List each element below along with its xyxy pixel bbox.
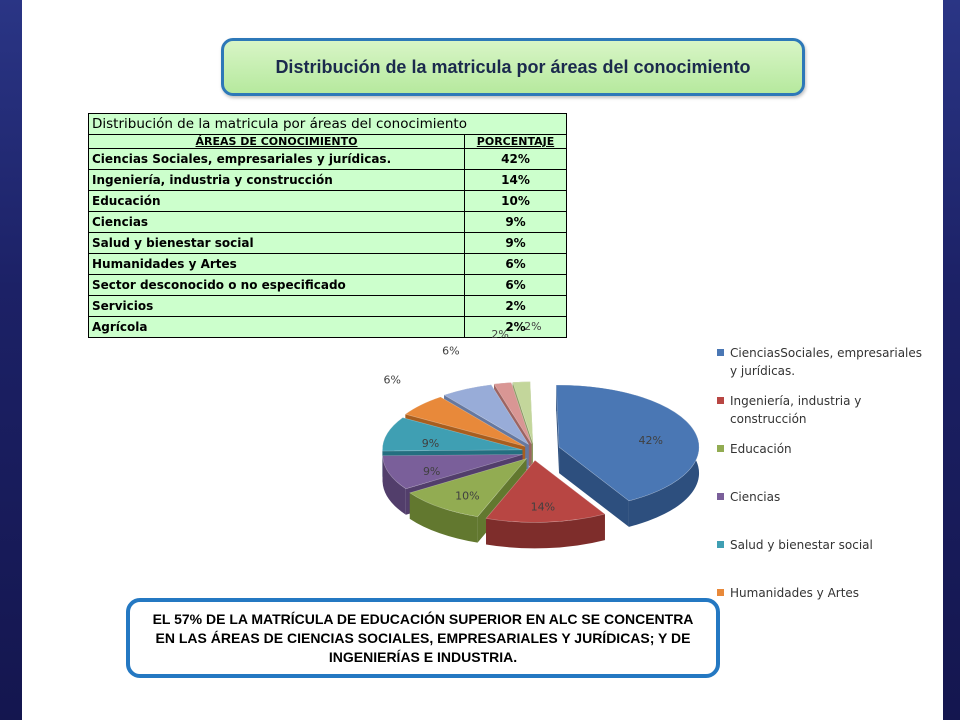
slide-title: Distribución de la matricula por áreas del conocimiento	[221, 38, 805, 96]
table-cell-pct: 9%	[465, 233, 567, 254]
legend-label: CienciasSociales, empresariales y jurídicas.	[730, 346, 923, 378]
table-cell-pct: 2%	[465, 296, 567, 317]
legend-swatch	[717, 445, 724, 452]
table-cell-pct: 42%	[465, 149, 567, 170]
pie-data-label: 14%	[530, 500, 556, 514]
legend-item	[717, 440, 927, 458]
table-cell-pct: 14%	[465, 170, 567, 191]
table-cell-area: Ciencias	[89, 212, 465, 233]
legend-item	[717, 536, 927, 554]
legend-item	[717, 344, 927, 380]
legend-swatch	[717, 349, 724, 356]
legend-label: Ingeniería, industria y construcción	[730, 394, 862, 426]
table-cell-pct: 9%	[465, 212, 567, 233]
summary-note: EL 57% DE LA MATRÍCULA DE EDUCACIÓN SUPERIOR EN ALC SE CONCENTRA EN LAS ÁREAS DE CIENCIAS SOCIALES, EMPRESARIALES Y JURÍDICAS; Y DE INGENIERÍAS E INDUSTRIA.	[126, 598, 720, 678]
pie-data-label: 6%	[383, 373, 401, 387]
legend-swatch	[717, 493, 724, 500]
table-cell-pct: 10%	[465, 191, 567, 212]
legend-swatch	[717, 397, 724, 404]
table-cell-area: Educación	[89, 191, 465, 212]
legend-item	[717, 584, 927, 602]
pie-data-label: 10%	[455, 489, 480, 503]
pie-data-label: 2%	[524, 320, 542, 334]
table-cell-pct: 6%	[465, 254, 567, 275]
legend-item	[717, 488, 927, 506]
legend-swatch	[717, 589, 724, 596]
table-cell-area: Salud y bienestar social	[89, 233, 465, 254]
table-cell-pct: 6%	[465, 275, 567, 296]
legend-swatch	[717, 541, 724, 548]
table-cell-area: Ingeniería, industria y construcción	[89, 170, 465, 191]
legend-item	[717, 392, 927, 428]
pie-data-label: 9%	[422, 465, 441, 479]
pie-data-label: 2%	[491, 327, 509, 341]
pie-data-label: 9%	[421, 436, 440, 450]
table-cell-area: Ciencias Sociales, empresariales y jurídicas.	[89, 149, 465, 170]
pie-data-label: 6%	[442, 344, 460, 358]
legend-label: Salud y bienestar social	[730, 538, 873, 552]
table-title: Distribución de la matricula por áreas del conocimiento	[89, 114, 567, 135]
table-cell-pct: 2%	[465, 317, 567, 338]
table-cell-area: Agrícola	[89, 317, 465, 338]
slide	[22, 0, 943, 720]
table-header-pct: PORCENTAJE	[465, 135, 567, 149]
legend-label: Educación	[730, 442, 792, 456]
pie-data-label: 42%	[638, 433, 663, 447]
legend-label: Humanidades y Artes	[730, 586, 860, 600]
table-header-area: ÁREAS DE CONOCIMIENTO	[89, 135, 465, 149]
table-cell-area: Humanidades y Artes	[89, 254, 465, 275]
legend-label: Ciencias	[730, 490, 781, 504]
table-cell-area: Sector desconocido o no especificado	[89, 275, 465, 296]
table-cell-area: Servicios	[89, 296, 465, 317]
